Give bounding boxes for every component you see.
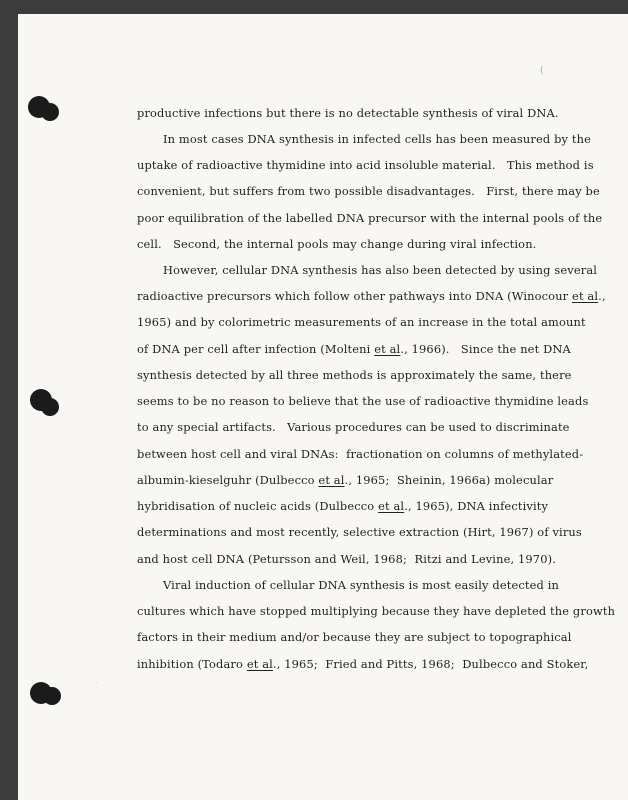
text-line: uptake of radioactive thymidine into acid insoluble material. This method is [137,158,594,172]
text-line: to any special artifacts. Various procedures can be used to discriminate [137,420,570,434]
text-line: However, cellular DNA synthesis has also been detected by using several [163,263,598,277]
text-line: poor equilibration of the labelled DNA precursor with the internal pools of the [137,211,603,225]
text-line: convenient, but suffers from two possible disadvantages. First, there may be [137,184,600,198]
text-line: Viral induction of cellular DNA synthesis is most easily detected in [163,578,559,592]
text-line: radioactive precursors which follow other pathways into DNA (Winocour et al., [137,289,610,303]
text-line: synthesis detected by all three methods is approximately the same, there [137,368,572,382]
text-line: albumin-kieselguhr (Dulbecco et al., 1965; Sheinin, 1966a) molecular [137,473,554,487]
punch-hole-middle-b [41,398,59,416]
text-line: cell. Second, the internal pools may change during viral infection. [137,237,537,251]
text-line: of DNA per cell after infection (Molteni et al., 1966). Since the net DNA [137,342,571,356]
text-line: and host cell DNA (Petursson and Weil, 1968; Ritzi and Levine, 1970). [137,552,556,566]
text-line: productive infections but there is no detectable synthesis of viral DNA. [137,106,559,120]
text-line: seems to be no reason to believe that the use of radioactive thymidine leads [137,394,589,408]
text-line: In most cases DNA synthesis in infected cells has been measured by the [163,132,592,146]
punch-hole-top-b [41,103,59,121]
text-line: cultures which have stopped multiplying because they have depleted the growth [137,604,616,618]
punch-hole-bottom-b [43,687,61,705]
text-line: factors in their medium and/or because they are subject to topographical [137,630,572,644]
text-line: between host cell and viral DNAs: fractionation on columns of methylated- [137,447,584,461]
paper-mark: ( [540,66,544,76]
text-line: hybridisation of nucleic acids (Dulbecco et al., 1965), DNA infectivity [137,499,549,513]
text-line: inhibition (Todaro et al., 1965; Fried and Pitts, 1968; Dulbecco and Stoker, [137,657,589,671]
text-line: determinations and most recently, selective extraction (Hirt, 1967) of virus [137,525,582,539]
paper-mark: · [95,679,98,687]
document-page [18,14,628,800]
text-line: 1965) and by colorimetric measurements of an increase in the total amount [137,315,586,329]
